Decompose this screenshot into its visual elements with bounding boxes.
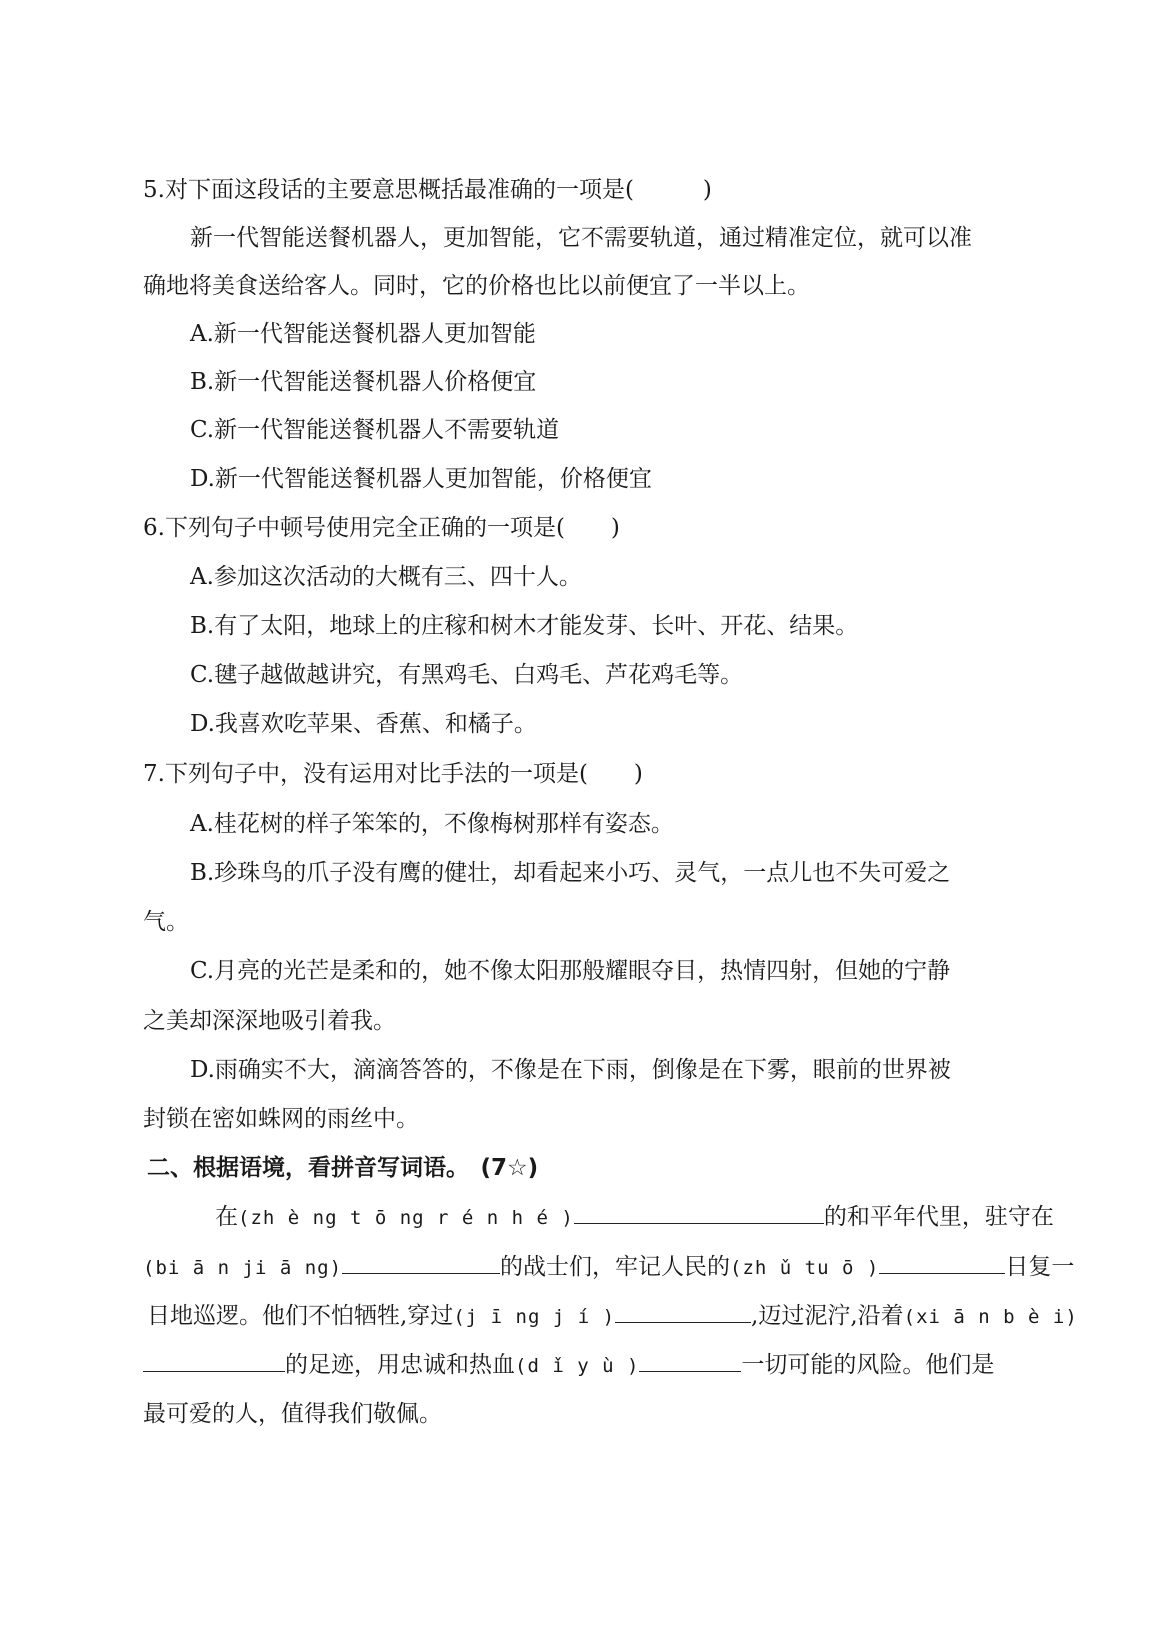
answer-blank-3[interactable] xyxy=(879,1251,1005,1274)
q6-stem: 6.下列句子中顿号使用完全正确的一项是( ) xyxy=(143,515,620,541)
q5-passage-line2: 确地将美食送给客人。同时，它的价格也比以前便宜了一半以上。 xyxy=(143,273,810,299)
q5-option-d[interactable]: D.新一代智能送餐机器人更加智能，价格便宜 xyxy=(190,466,652,492)
q7-option-c-line2[interactable]: 之美却深深地吸引着我。 xyxy=(143,1008,396,1034)
row1-after: 的和平年代里，驻守在 xyxy=(823,1204,1054,1230)
pinyin-zhengtongrenhe: (zh è ng t ō ng r é n h é ) xyxy=(238,1207,574,1229)
section2-title: 二、根据语境，看拼音写词语。 (7☆) xyxy=(147,1155,539,1181)
q5-option-a[interactable]: A.新一代智能送餐机器人更加智能 xyxy=(190,321,536,347)
q7-option-c-line1[interactable]: C.月亮的光芒是柔和的，她不像太阳那般耀眼夺目，热情四射，但她的宁静 xyxy=(190,958,951,984)
section2-row4 xyxy=(143,1349,994,1382)
row1-lead: 在 xyxy=(215,1204,238,1230)
section2-row1 xyxy=(215,1201,1054,1234)
q7-stem: 7.下列句子中，没有运用对比手法的一项是( ) xyxy=(143,761,643,787)
q5-stem: 5.对下面这段话的主要意思概括最准确的一项是( ) xyxy=(143,177,712,203)
row2-text2: 日复一 xyxy=(1005,1254,1075,1280)
q7-option-b-line2[interactable]: 气。 xyxy=(143,909,189,935)
row3-text1: 日地巡逻。他们不怕牺牲,穿过 xyxy=(147,1303,454,1329)
q6-option-c[interactable]: C.毽子越做越讲究，有黑鸡毛、白鸡毛、芦花鸡毛等。 xyxy=(190,662,744,688)
q5-option-c[interactable]: C.新一代智能送餐机器人不需要轨道 xyxy=(190,417,560,443)
answer-blank-4[interactable] xyxy=(615,1300,751,1323)
row4-text1: 的足迹，用忠诚和热血 xyxy=(285,1352,515,1378)
q5-passage-line1: 新一代智能送餐机器人，更加智能，它不需要轨道，通过精准定位，就可以准 xyxy=(190,225,972,251)
pinyin-bianjiang: (bi ā n ji ā ng) xyxy=(143,1257,343,1279)
answer-blank-5[interactable] xyxy=(143,1349,285,1372)
q7-option-d-line1[interactable]: D.雨确实不大，滴滴答答的，不像是在下雨，倒像是在下雾，眼前的世界被 xyxy=(190,1057,951,1083)
pinyin-xianbei: (xi ā n b è i) xyxy=(903,1306,1078,1328)
pinyin-diyu: (d ǐ y ù ) xyxy=(515,1355,640,1377)
q6-option-d[interactable]: D.我喜欢吃苹果、香蕉、和橘子。 xyxy=(190,711,537,737)
section2-row2 xyxy=(143,1251,1074,1284)
q7-option-d-line2[interactable]: 封锁在密如蛛网的雨丝中。 xyxy=(143,1106,419,1132)
answer-blank-6[interactable] xyxy=(639,1349,741,1372)
row3-text2: ,迈过泥泞,沿着 xyxy=(751,1303,904,1329)
q6-option-a[interactable]: A.参加这次活动的大概有三、四十人。 xyxy=(190,564,582,590)
pinyin-jingji: (j ī ng j í ) xyxy=(453,1306,616,1328)
q7-option-a[interactable]: A.桂花树的样子笨笨的，不像梅树那样有姿态。 xyxy=(190,811,674,837)
q7-option-b-line1[interactable]: B.珍珠鸟的爪子没有鹰的健壮，却看起来小巧、灵气，一点儿也不失可爱之 xyxy=(190,860,951,886)
section2-row5: 最可爱的人，值得我们敬佩。 xyxy=(143,1401,442,1427)
row2-text1: 的战士们，牢记人民的 xyxy=(500,1254,731,1280)
pinyin-zhutuo: (zh ǔ tu ō ) xyxy=(730,1257,880,1279)
q5-option-b[interactable]: B.新一代智能送餐机器人价格便宜 xyxy=(190,369,537,395)
row4-text2: 一切可能的风险。他们是 xyxy=(741,1352,995,1378)
q6-option-b[interactable]: B.有了太阳，地球上的庄稼和树木才能发芽、长叶、开花、结果。 xyxy=(190,613,859,639)
answer-blank-1[interactable] xyxy=(574,1201,824,1224)
answer-blank-2[interactable] xyxy=(342,1251,500,1274)
section2-row3 xyxy=(147,1300,1078,1333)
